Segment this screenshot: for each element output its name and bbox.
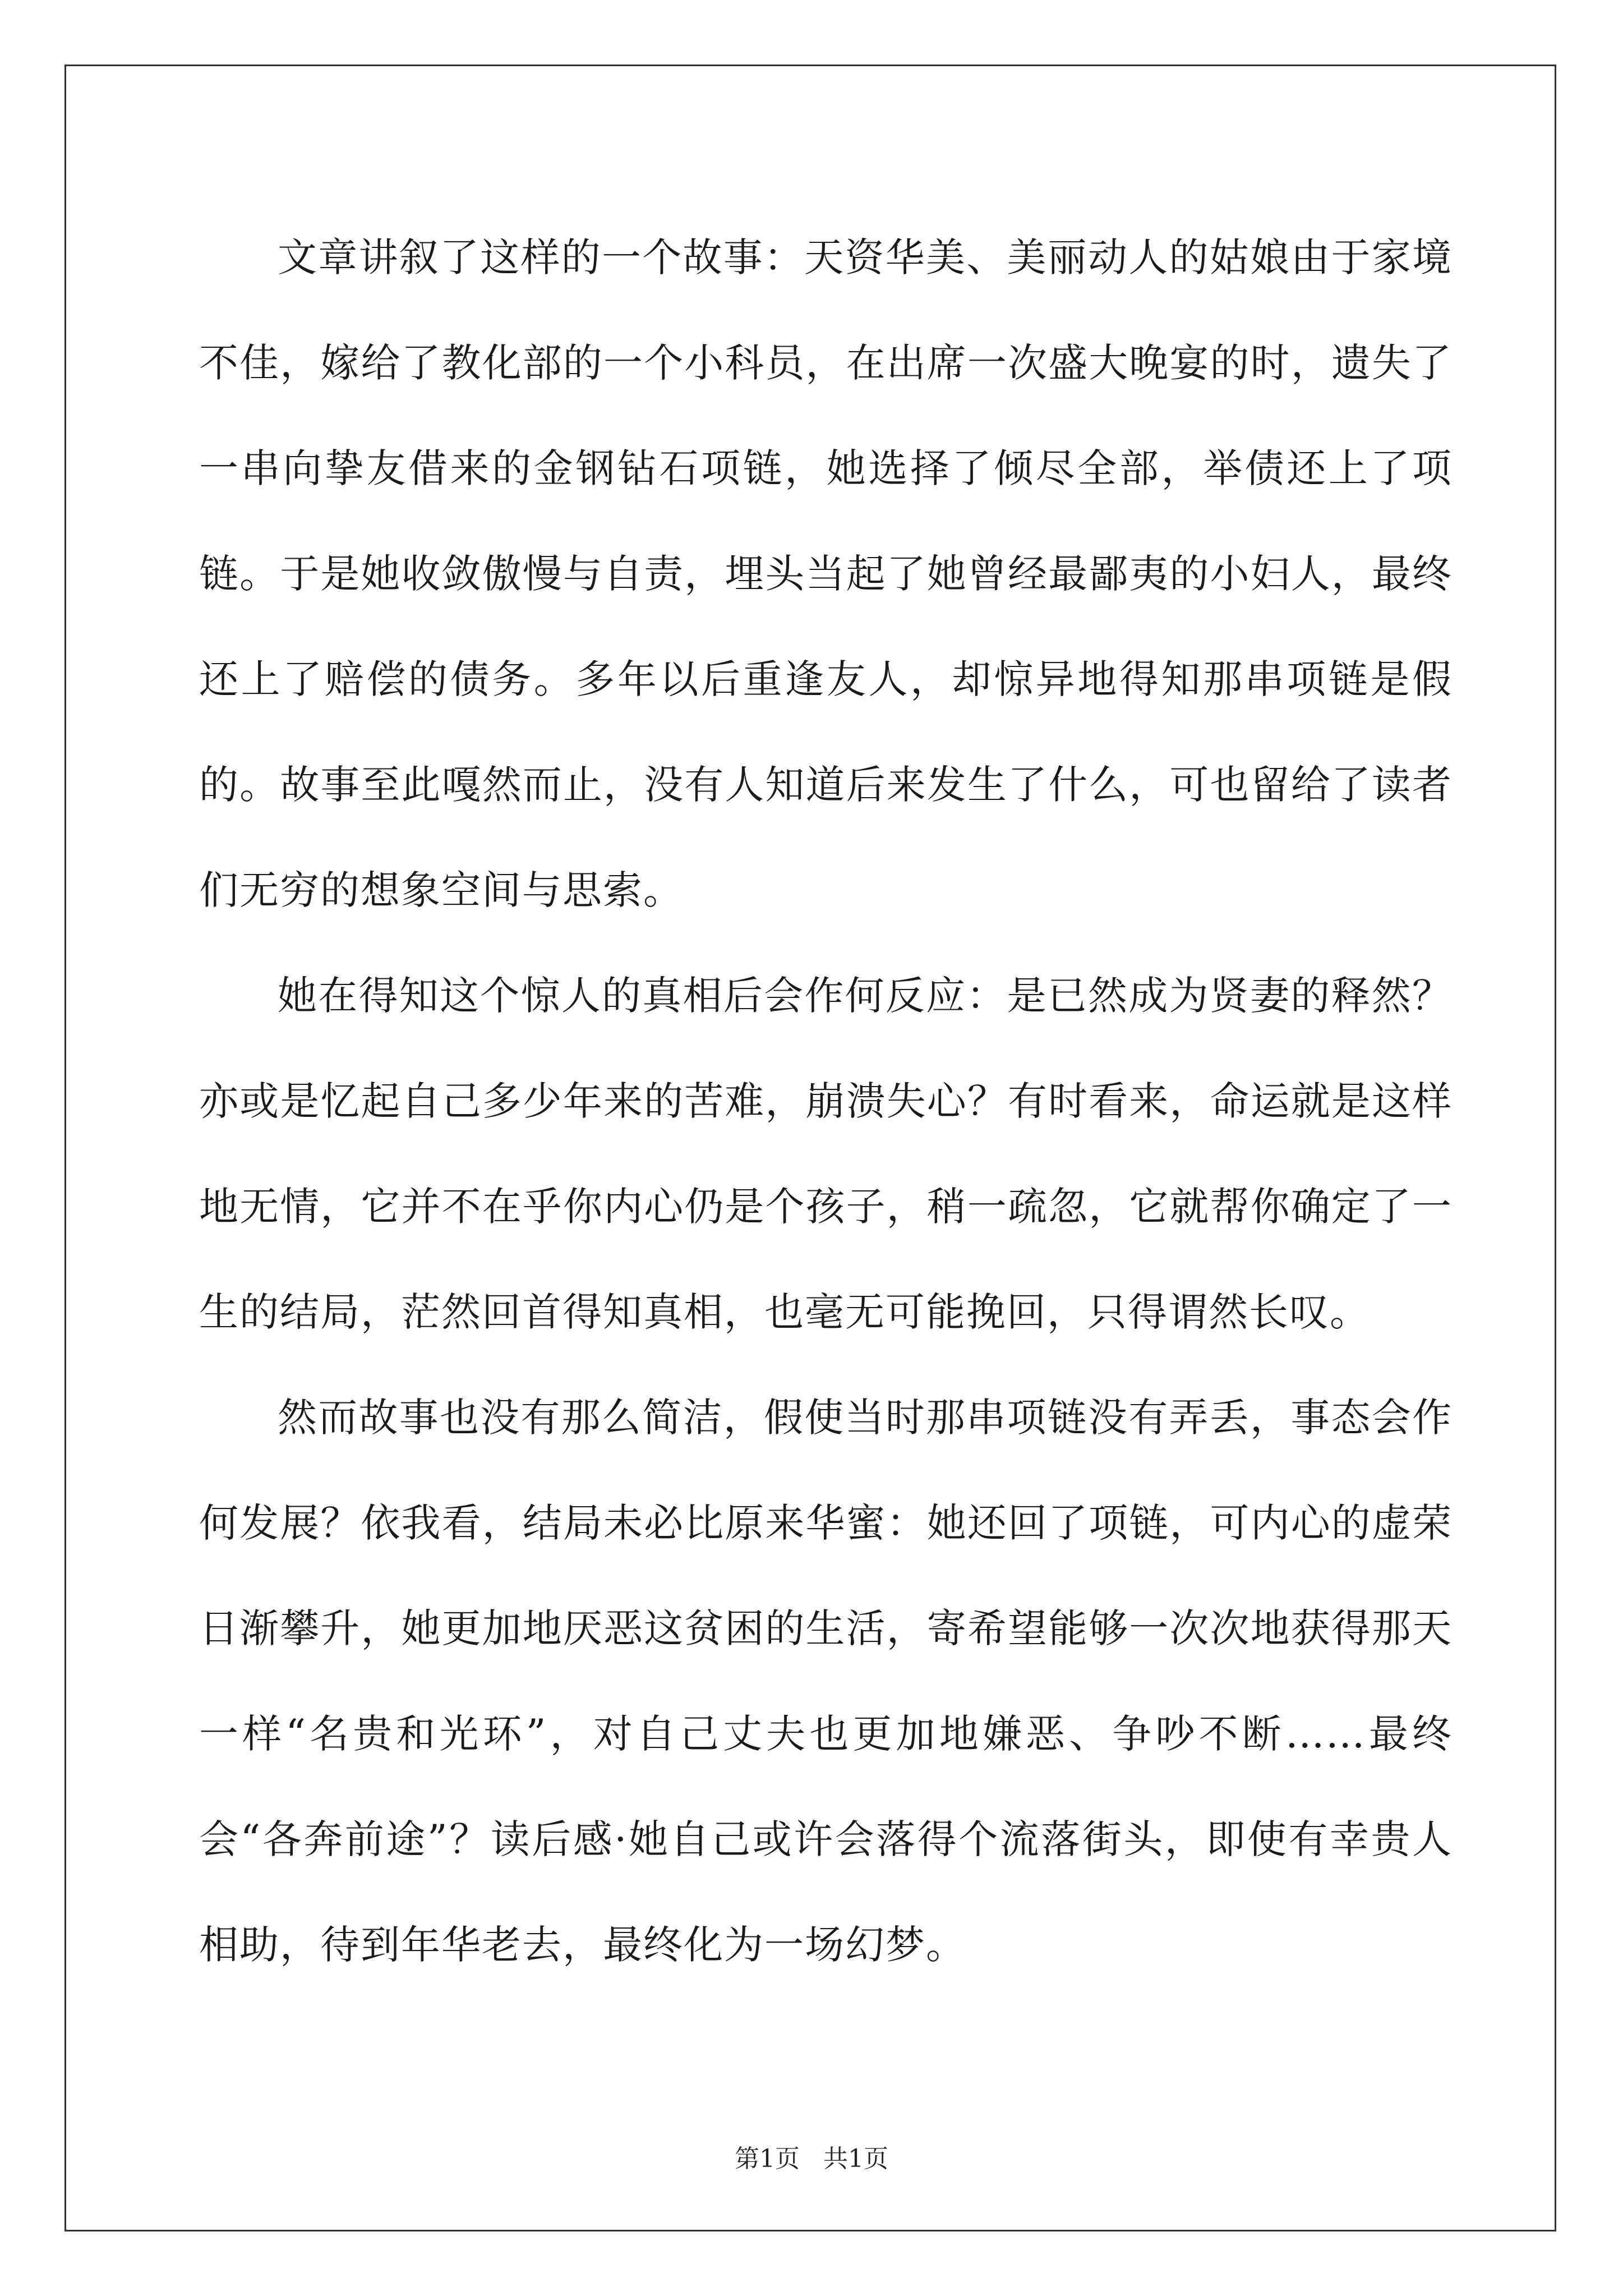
paragraph: 然而故事也没有那么简洁，假使当时那串项链没有弄丢，事态会作何发展？依我看，结局未必比原来华蜜：她还回了项链，可内心的虚荣日渐攀升，她更加地厌恶这贫困的生活，寄希望能够一次次地获得那天一样“名贵和光环”，对自己丈夫也更加地嫌恶、争吵不断……最终会“各奔前途”？读后感·她自己或许会落得个流落街头，即使有幸贵人相助，待到年华老去，最终化为一场幻梦。 xyxy=(199,1395,1453,1968)
paragraph: 文章讲叙了这样的一个故事：天资华美、美丽动人的姑娘由于家境不佳，嫁给了教化部的一个小科员，在出席一次盛大晚宴的时，遗失了一串向挚友借来的金钢钻石项链，她选择了倾尽全部，举债还上了项链。于是她收敛傲慢与自责，埋头当起了她曾经最鄙夷的小妇人，最终还上了赔偿的债务。多年以后重逢友人，却惊异地得知那串项链是假的。故事至此嘎然而止，没有人知道后来发生了什么，可也留给了读者们无穷的想象空间与思索。 xyxy=(199,234,1453,913)
paragraph: 她在得知这个惊人的真相后会作何反应：是已然成为贤妻的释然？亦或是忆起自己多少年来的苦难，崩溃失心？有时看来，命运就是这样地无情，它并不在乎你内心仍是个孩子，稍一疏忽，它就帮你确定了一生的结局，茫然回首得知真相，也毫无可能挽回，只得谓然长叹。 xyxy=(199,973,1453,1335)
document-body xyxy=(199,205,1453,1998)
page-number-footer: 第1页 共1页 xyxy=(735,2145,888,2173)
